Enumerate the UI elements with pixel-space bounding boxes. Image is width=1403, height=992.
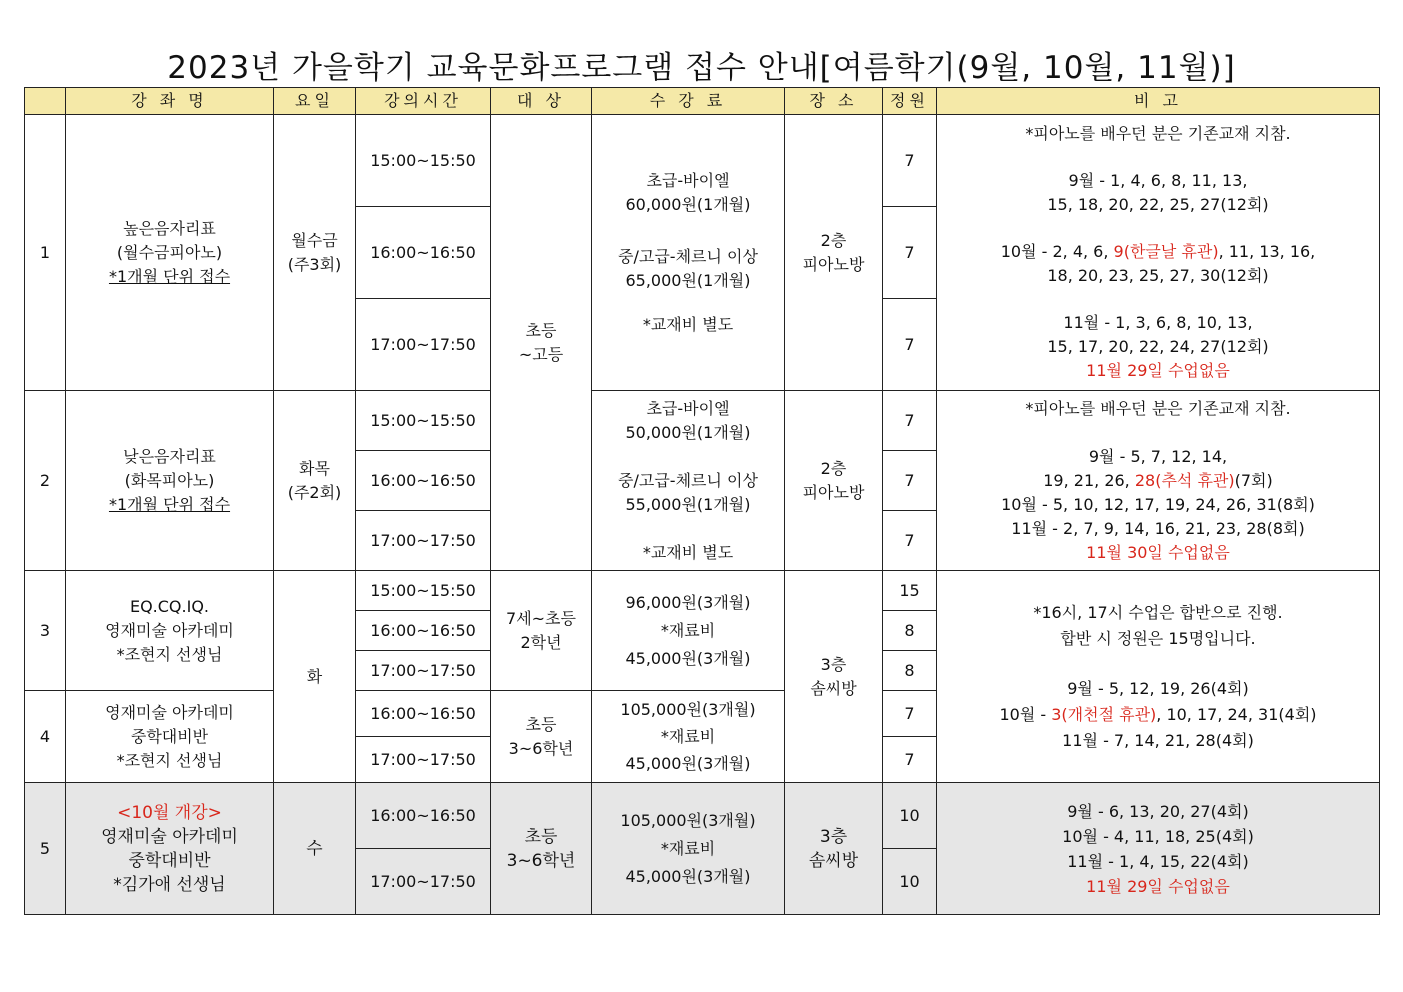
course-target [491, 115, 592, 571]
header-no [25, 88, 66, 115]
note-line: 9월 - 5, 12, 19, 26(4회) [1067, 678, 1249, 698]
fee-line: *교재비 별도 [642, 314, 734, 334]
capacity: 8 [883, 651, 937, 691]
holiday-text: 28(추석 휴관) [1134, 470, 1235, 490]
course-fee [592, 783, 785, 915]
course-name-line: EQ.CQ.IQ. [129, 596, 210, 616]
note-text: 19, 21, 26, [1043, 470, 1135, 490]
course-name-line: 영재미술 아카데미 [101, 826, 238, 847]
course-name-line: *조현지 선생님 [116, 750, 223, 770]
place-line: 피아노방 [802, 254, 865, 274]
note-text: 10월 - 2, 4, 6, [1000, 242, 1114, 261]
course-name-line: 영재미술 아카데미 [105, 702, 234, 722]
place-line: 2층 [820, 230, 847, 250]
target-line: 3~6학년 [506, 850, 576, 871]
class-time: 17:00~17:50 [356, 299, 491, 391]
note-line: 9월 - 6, 13, 20, 27(4회) [1067, 801, 1249, 821]
note-text: 10월 - [999, 704, 1052, 724]
course-place [785, 391, 883, 571]
course-note [937, 571, 1380, 783]
header-place: 장 소 [785, 88, 883, 115]
place-line: 3층 [819, 826, 848, 847]
fee-line: 초급-바이엘 [646, 170, 730, 190]
note-text: (7회) [1234, 470, 1273, 490]
course-name-line: *조현지 선생님 [116, 644, 223, 664]
class-time: 16:00~16:50 [356, 611, 491, 651]
course-note [937, 783, 1380, 915]
table-row [25, 391, 1380, 451]
row-number: 4 [25, 691, 66, 783]
class-time: 17:00~17:50 [356, 651, 491, 691]
header-note: 비 고 [937, 88, 1380, 115]
row-number: 2 [25, 391, 66, 571]
fee-line: 중/고급-체르니 이상 [618, 470, 758, 490]
course-name-line: *1개월 단위 접수 [108, 494, 231, 514]
capacity: 7 [883, 207, 937, 299]
capacity: 7 [883, 299, 937, 391]
note-line: *16시, 17시 수업은 합반으로 진행. [1033, 602, 1283, 622]
header-target: 대 상 [491, 88, 592, 115]
fee-line: *교재비 별도 [642, 542, 734, 562]
course-fee [592, 691, 785, 783]
note-line: 11월 - 7, 14, 21, 28(4회) [1062, 730, 1254, 750]
spacer [592, 445, 784, 469]
course-name [66, 783, 274, 915]
header-fee: 수 강 료 [592, 88, 785, 115]
spacer [937, 652, 1379, 676]
course-name-line: 중학대비반 [130, 726, 209, 746]
opening-note: <10월 개강> [117, 802, 222, 823]
note-line: *피아노를 배우던 분은 기존교재 지참. [1025, 124, 1291, 143]
header-capacity: 정원 [883, 88, 937, 115]
place-line: 3층 [820, 654, 847, 674]
no-class-note: 11월 29일 수업없음 [1086, 876, 1230, 896]
fee-line: 초급-바이엘 [646, 398, 730, 418]
row-number: 3 [25, 571, 66, 691]
header-name: 강 좌 명 [66, 88, 274, 115]
course-target [491, 691, 592, 783]
spacer [592, 517, 784, 541]
course-fee [592, 571, 785, 691]
note-line: 11월 - 1, 3, 6, 8, 10, 13, [1063, 313, 1253, 332]
spacer [592, 217, 784, 245]
capacity: 8 [883, 611, 937, 651]
capacity: 7 [883, 391, 937, 451]
course-name [66, 691, 274, 783]
holiday-text: 3(개천절 휴관) [1051, 704, 1157, 724]
days-line: (주2회) [287, 482, 342, 502]
class-time: 16:00~16:50 [356, 783, 491, 849]
capacity: 15 [883, 571, 937, 611]
place-line: 솜씨방 [808, 850, 859, 871]
class-time: 16:00~16:50 [356, 691, 491, 737]
spacer [592, 293, 784, 313]
table-row [25, 115, 1380, 207]
holiday-text: 9(한글날 휴관) [1113, 242, 1219, 261]
fee-line: 105,000원(3개월) [620, 810, 756, 830]
days-line: 월수금 [291, 230, 338, 250]
course-note [937, 391, 1380, 571]
capacity: 7 [883, 115, 937, 207]
capacity: 10 [883, 849, 937, 915]
target-line: 초등 [524, 826, 558, 847]
table-row [25, 783, 1380, 849]
class-time: 17:00~17:50 [356, 511, 491, 571]
days-line: 화목 [299, 458, 330, 478]
fee-line: 60,000원(1개월) [625, 194, 751, 214]
note-line: 11월 - 1, 4, 15, 22(4회) [1067, 851, 1249, 871]
class-time: 15:00~15:50 [356, 115, 491, 207]
spacer [937, 146, 1379, 169]
fee-line: *재료비 [660, 727, 716, 746]
note-line [937, 240, 1379, 264]
row-number: 5 [25, 783, 66, 915]
spacer [937, 421, 1379, 445]
course-name-line: *김가애 선생님 [113, 874, 226, 895]
course-target [491, 783, 592, 915]
page-title: 2023년 가을학기 교육문화프로그램 접수 안내[여름학기(9월, 10월, 11월)] [167, 50, 1236, 86]
course-name [66, 391, 274, 571]
note-text: , 10, 17, 24, 31(4회) [1156, 704, 1317, 724]
note-text: , 11, 13, 16, [1218, 242, 1316, 261]
course-name-line: (화목피아노) [124, 470, 215, 490]
class-time: 15:00~15:50 [356, 571, 491, 611]
capacity: 7 [883, 737, 937, 783]
note-line [937, 469, 1379, 493]
note-line: 18, 20, 23, 25, 27, 30(12회) [1047, 266, 1269, 285]
place-line: 피아노방 [802, 482, 865, 502]
note-line: *피아노를 배우던 분은 기존교재 지참. [1025, 398, 1291, 418]
fee-line: 45,000원(3개월) [625, 866, 751, 886]
place-line: 2층 [820, 458, 847, 478]
class-time: 16:00~16:50 [356, 207, 491, 299]
target-line: 3~6학년 [508, 738, 574, 758]
course-name-line: *1개월 단위 접수 [108, 266, 231, 286]
note-line: 10월 - 4, 11, 18, 25(4회) [1062, 826, 1254, 846]
fee-line: 45,000원(3개월) [625, 754, 751, 773]
course-days: 수 [274, 783, 356, 915]
place-line: 솜씨방 [810, 678, 857, 698]
note-line: 11월 - 2, 7, 9, 14, 16, 21, 23, 28(8회) [1011, 518, 1305, 538]
course-fee [592, 115, 785, 391]
course-target [491, 571, 592, 691]
class-time: 17:00~17:50 [356, 737, 491, 783]
fee-line: 105,000원(3개월) [620, 700, 756, 719]
fee-line: 96,000원(3개월) [625, 592, 751, 612]
note-line: 15, 18, 20, 22, 25, 27(12회) [1047, 195, 1269, 214]
course-name-line: (월수금피아노) [116, 242, 223, 262]
note-line: 10월 - 5, 10, 12, 17, 19, 24, 26, 31(8회) [1001, 494, 1315, 514]
fee-line: 중/고급-체르니 이상 [618, 246, 758, 266]
course-note [937, 115, 1380, 391]
course-days [274, 391, 356, 571]
capacity: 10 [883, 783, 937, 849]
course-name [66, 115, 274, 391]
course-name-line: 높은음자리표 [123, 218, 216, 238]
fee-line: *재료비 [660, 620, 716, 640]
class-time: 16:00~16:50 [356, 451, 491, 511]
capacity: 7 [883, 511, 937, 571]
header-row [25, 88, 1380, 115]
course-days: 화 [274, 571, 356, 783]
program-table [24, 87, 1380, 915]
capacity: 7 [883, 451, 937, 511]
fee-line: 65,000원(1개월) [625, 270, 751, 290]
fee-line: 55,000원(1개월) [625, 494, 751, 514]
note-line: 15, 17, 20, 22, 24, 27(12회) [1047, 337, 1269, 356]
spacer [937, 217, 1379, 240]
note-line: 9월 - 1, 4, 6, 8, 11, 13, [1068, 171, 1248, 190]
course-fee [592, 391, 785, 571]
fee-line: 45,000원(3개월) [625, 648, 751, 668]
course-place [785, 115, 883, 391]
header-time: 강의시간 [356, 88, 491, 115]
course-name-line: 중학대비반 [128, 850, 211, 871]
target-line: 초등 [525, 714, 557, 734]
fee-line: 50,000원(1개월) [625, 422, 751, 442]
course-name-line: 영재미술 아카데미 [105, 620, 234, 640]
target-line: 초등 [525, 320, 557, 340]
spacer [937, 288, 1379, 311]
header-days: 요일 [274, 88, 356, 115]
fee-line: *재료비 [660, 838, 716, 858]
course-name-line: 낮은음자리표 [123, 446, 216, 466]
table-row [25, 571, 1380, 611]
course-days [274, 115, 356, 391]
no-class-note: 11월 29일 수업없음 [1086, 361, 1230, 380]
note-line: 합반 시 정원은 15명입니다. [1060, 628, 1256, 648]
target-line: 7세~초등 [506, 608, 576, 628]
class-time: 15:00~15:50 [356, 391, 491, 451]
class-time: 17:00~17:50 [356, 849, 491, 915]
target-line: ~고등 [518, 344, 564, 364]
course-name [66, 571, 274, 691]
target-line: 2학년 [520, 632, 562, 652]
no-class-note: 11월 30일 수업없음 [1086, 542, 1230, 562]
course-place [785, 571, 883, 783]
capacity: 7 [883, 691, 937, 737]
row-number: 1 [25, 115, 66, 391]
days-line: (주3회) [287, 254, 342, 274]
note-line [937, 702, 1379, 728]
note-line: 9월 - 5, 7, 12, 14, [1088, 446, 1228, 466]
course-place [785, 783, 883, 915]
